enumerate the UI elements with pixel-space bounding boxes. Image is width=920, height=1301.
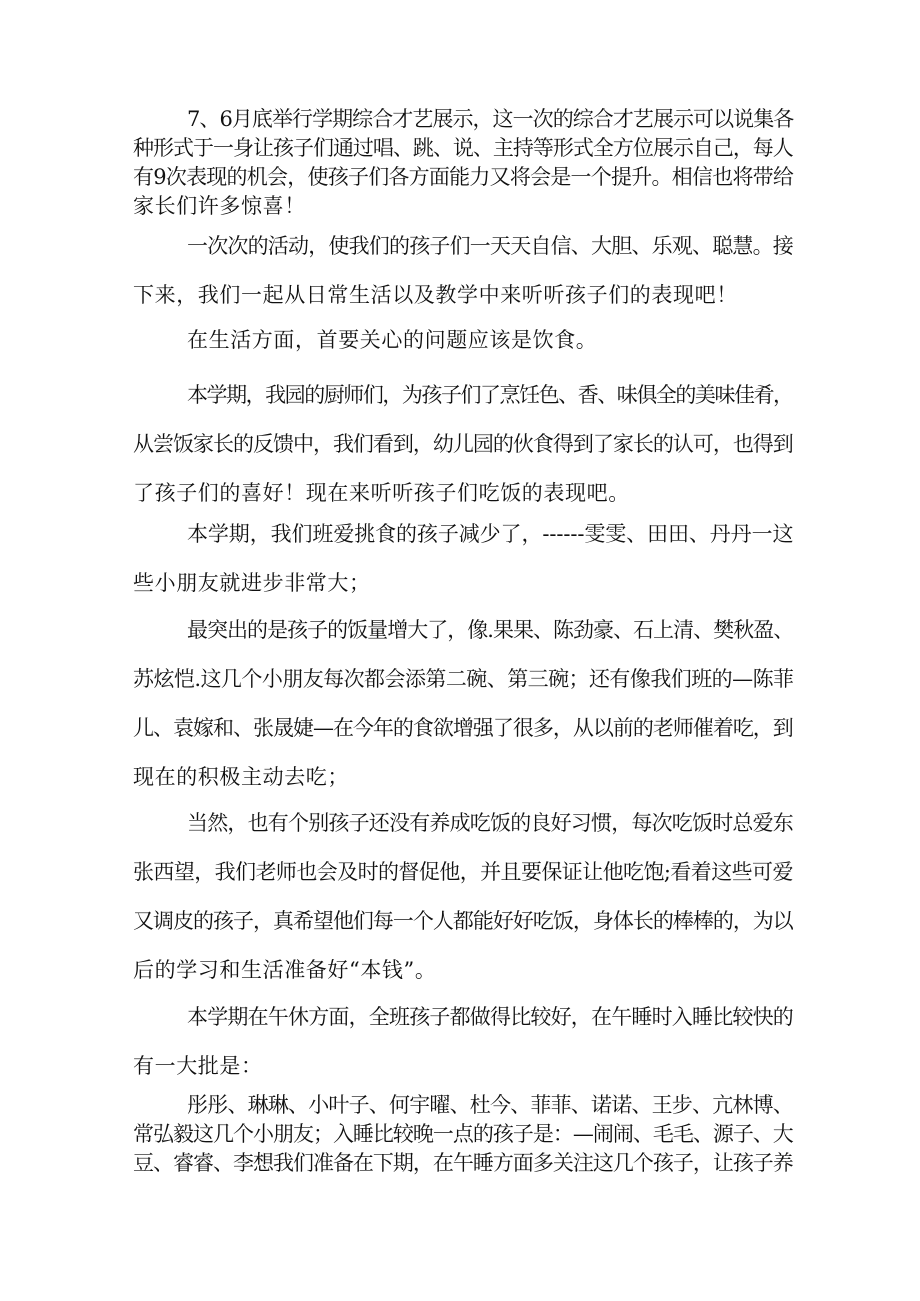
text-line: 当然，也有个别孩子还没有养成吃饭的良好习惯，每次吃饭时总爱东 (187, 811, 793, 835)
text-line: 苏炫恺.这几个小朋友每次都会添第二碗、第三碗；还有像我们班的—陈菲 (133, 667, 794, 691)
paragraph-nap-time (133, 993, 793, 1091)
text-line: 又调皮的孩子，真希望他们每一个人都能好好吃饭，身体长的棒棒的，为以 (133, 909, 793, 933)
text-line: 种形式于一身让孩子们通过唱、跳、说、主持等形式全方位展示自己，每人 (133, 136, 793, 160)
text-line: 了孩子们的喜好！现在来听听孩子们吃饭的表现吧。 (133, 481, 630, 505)
text-line: 从尝饭家长的反馈中，我们看到，幼儿园的伙食得到了家长的认可，也得到 (133, 432, 793, 456)
paragraph-appetite (133, 606, 793, 802)
text-line: 有9次表现的机会，使孩子们各方面能力又将会是一个提升。相信也将带给 (133, 165, 794, 189)
text-line: 本学期，我园的厨师们，为孩子们了烹饪色、香、味俱全的美味佳肴， (187, 383, 793, 407)
text-line: 儿、袁嫁和、张晟婕—在今年的食欲增强了很多，从以前的老师催着吃，到 (133, 716, 793, 740)
paragraph-chefs (133, 371, 793, 518)
text-line: 本学期，我们班爱挑食的孩子减少了，------雯雯、田田、丹丹一这 (187, 522, 794, 546)
paragraph-nap-names (133, 1091, 793, 1178)
text-line: 彤彤、琳琳、小叶子、何宇曜、杜今、菲菲、诺诺、王步、亢林博、 (187, 1093, 793, 1117)
text-line: 本学期在午休方面，全班孩子都做得比较好，在午睡时入睡比较快的 (187, 1005, 793, 1029)
text-line: 家长们许多惊喜！ (133, 194, 306, 218)
paragraph-life-aspect (133, 316, 793, 365)
text-line: 7、6月底举行学期综合才艺展示，这一次的综合才艺展示可以说集各 (187, 107, 794, 131)
text-line: 最突出的是孩子的饭量增大了，像.果果、陈劲豪、石上清、樊秋盈、 (187, 618, 794, 642)
text-line: 后的学习和生活准备好“本钱”。 (133, 958, 437, 982)
paragraph-activities (133, 222, 793, 320)
text-line: 常弘毅这几个小朋友；入睡比较晚一点的孩子是：—闹闹、毛毛、源子、大 (133, 1122, 793, 1146)
text-line: 在生活方面，首要关心的问题应该是饮食。 (187, 328, 598, 352)
text-line: 下来，我们一起从日常生活以及教学中来听听孩子们的表现吧！ (133, 283, 738, 307)
text-line: 些小朋友就进步非常大； (133, 571, 371, 595)
text-line: 一次次的活动，使我们的孩子们一天天自信、大胆、乐观、聪慧。接 (187, 234, 793, 258)
text-line: 有一大批是： (133, 1054, 263, 1078)
paragraph-picky-eaters (133, 510, 793, 608)
text-line: 现在的积极主动去吃； (133, 765, 349, 789)
text-line: 张西望，我们老师也会及时的督促他，并且要保证让他吃饱;看着这些可爱 (133, 860, 793, 884)
text-line: 豆、睿睿、李想我们准备在下期，在午睡方面多关注这几个孩子，让孩子养 (133, 1151, 793, 1175)
paragraph-eating-habits (133, 799, 793, 995)
paragraph-talent-show (133, 105, 793, 221)
